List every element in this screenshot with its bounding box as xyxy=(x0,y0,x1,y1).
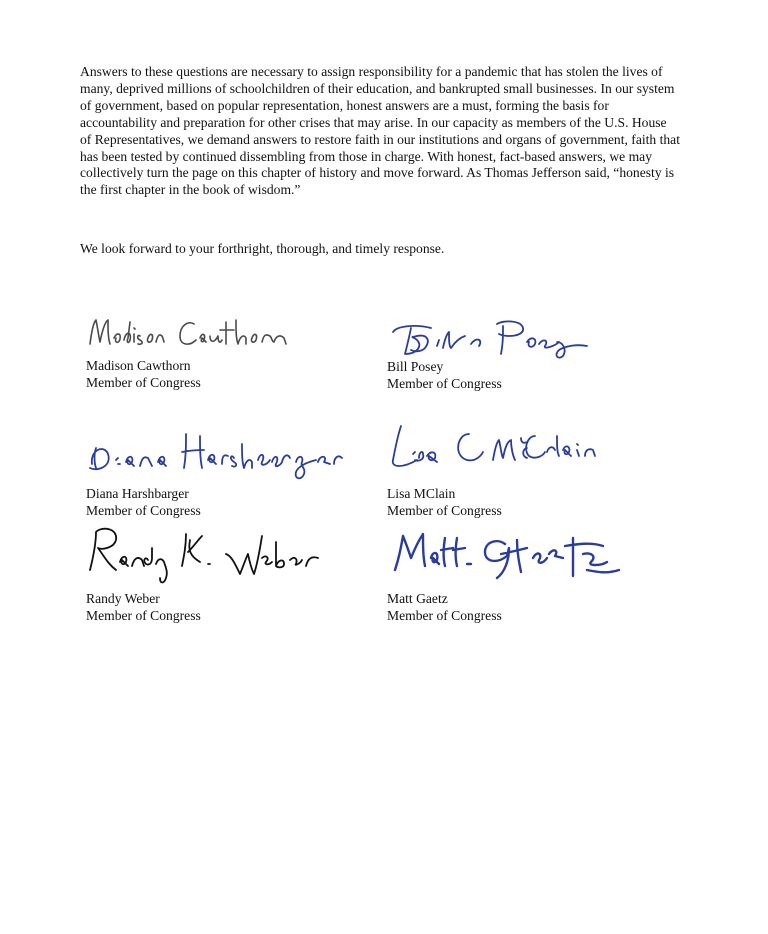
signatory-title: Member of Congress xyxy=(86,503,201,518)
signatory-name: Matt Gaetz xyxy=(387,591,448,606)
signature-block-gaetz xyxy=(387,524,647,628)
signature-harshbarger-image xyxy=(86,424,356,484)
signatory-title: Member of Congress xyxy=(86,608,201,623)
signatory-name: Bill Posey xyxy=(387,359,444,374)
signature-block-posey xyxy=(387,316,647,398)
letter-closing-line: We look forward to your forthright, thorough, and timely response. xyxy=(80,241,445,256)
signature-cawthorn-image xyxy=(86,308,296,358)
signatory-name: Randy Weber xyxy=(86,591,160,606)
signature-mcclain-image xyxy=(387,420,627,476)
signatory-title: Member of Congress xyxy=(387,608,502,623)
letter-body-paragraph: Answers to these questions are necessary to assign responsibility for a pandemic that has stolen the lives of many, deprived millions of schoolchildren of their education, and bankrupted small businesses. In our system of government, based on popular representation, honest answers are a must, forming the basis for accountability and preparation for other crises that may arise. In our capacity as members of the U.S. House of Representatives, we demand answers to restore faith in our institutions and organs of government, faith that has been tested by continued dissembling from those in charge. With honest, fact-based answers, we may collectively turn the page on this chapter of history and move forward. As Thomas Jefferson said, “honesty is the first chapter in the book of wisdom.” xyxy=(80,64,680,198)
signatory-name: Lisa MClain xyxy=(387,486,456,501)
signatory-name: Diana Harshbarger xyxy=(86,486,189,501)
signature-gaetz-image xyxy=(387,524,627,588)
signatory-title: Member of Congress xyxy=(86,375,201,390)
signature-block-weber xyxy=(86,518,346,628)
signatory-title: Member of Congress xyxy=(387,503,502,518)
signatory-title: Member of Congress xyxy=(387,376,502,391)
signature-block-mcclain xyxy=(387,420,647,520)
signatory-name: Madison Cawthorn xyxy=(86,358,191,373)
signature-block-cawthorn xyxy=(86,308,346,398)
signature-weber-image xyxy=(86,518,336,588)
signature-block-harshbarger xyxy=(86,424,346,522)
signature-posey-image xyxy=(387,316,597,360)
